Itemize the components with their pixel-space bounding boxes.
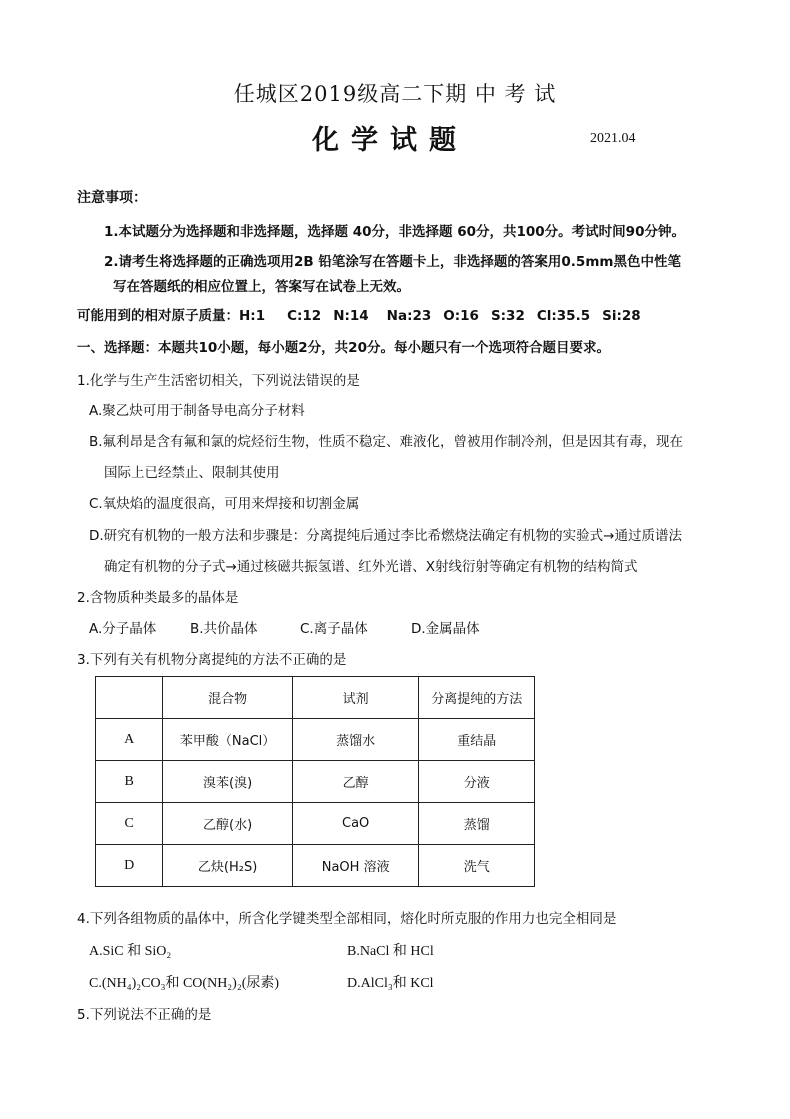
table-header-cell: 试剂 (292, 677, 419, 719)
notice-heading: 注意事项： (77, 190, 147, 206)
q1-stem: 1.化学与生产生活密切相关，下列说法错误的是 (77, 373, 360, 389)
q2-option-a: A.分子晶体 (89, 621, 157, 637)
q2-option-c: C.离子晶体 (300, 621, 368, 637)
table-cell: 溴苯(溴) (163, 761, 293, 803)
atomic-mass-si: Si:28 (602, 308, 641, 324)
notice-item-2-line2: 写在答题纸的相应位置上，答案写在试卷上无效。 (113, 279, 410, 295)
subject-title: 化学试题 (312, 125, 468, 156)
exam-title: 任城区2019级高二下期 中 考 试 (233, 82, 557, 106)
table-cell: 乙醇(水) (163, 803, 293, 845)
table-header-row (96, 677, 535, 719)
atomic-mass-cl: Cl:35.5 (536, 308, 591, 324)
q1-option-a: A.聚乙炔可用于制备导电高分子材料 (89, 403, 305, 419)
q1-option-d-line1: D.研究有机物的一般方法和步骤是：分离提纯后通过李比希燃烧法确定有机物的实验式→通过质谱法 (89, 528, 682, 544)
table-cell: 分液 (419, 761, 535, 803)
q2-option-b: B.共价晶体 (190, 621, 258, 637)
q1-option-b-line1: B.氟利昂是含有氟和氯的烷烃衍生物，性质不稳定、难液化，曾被用作制冷剂，但是因其有毒，现在 (89, 434, 684, 450)
q4-option-a: A.SiC 和 SiO₂ (89, 944, 172, 959)
q4-option-c: C.(NH₄)₂CO₃和 CO(NH₂)₂(尿素) (89, 976, 280, 991)
q4-option-b: B.NaCl 和 HCl (347, 944, 434, 959)
table-header-cell: 混合物 (163, 677, 293, 719)
atomic-mass-label: 可能用到的相对原子质量： (77, 308, 239, 324)
table-cell: CaO (292, 803, 419, 845)
notice-item-2-line1: 2.请考生将选择题的正确选项用2B 铅笔涂写在答题卡上，非选择题的答案用0.5mm黑色中性笔 (104, 254, 681, 270)
table-row (96, 845, 535, 887)
q2-stem: 2.含物质种类最多的晶体是 (77, 590, 239, 606)
atomic-mass-s: S:32 (490, 308, 525, 324)
notice-item-1: 1.本试题分为选择题和非选择题，选择题 40分，非选择题 60分，共100分。考试时间90分钟。 (104, 224, 685, 240)
table-cell: 乙醇 (292, 761, 419, 803)
table-cell: B (96, 761, 163, 803)
q1-option-b-line2: 国际上已经禁止、限制其使用 (104, 465, 280, 481)
q1-option-d-line2: 确定有机物的分子式→通过核磁共振氢谱、红外光谱、X射线衍射等确定有机物的结构简式 (104, 559, 638, 575)
q2-option-d: D.金属晶体 (411, 621, 480, 637)
table-header-cell (96, 677, 163, 719)
table-cell: 乙炔(H₂S) (163, 845, 293, 887)
exam-date: 2021.04 (590, 131, 636, 146)
table-cell: 蒸馏水 (292, 719, 419, 761)
table-header-cell: 分离提纯的方法 (419, 677, 535, 719)
table-row (96, 761, 535, 803)
q5-stem: 5.下列说法不正确的是 (77, 1007, 212, 1023)
section-1-heading: 一、选择题：本题共10小题，每小题2分，共20分。每小题只有一个选项符合题目要求。 (77, 340, 610, 356)
q3-table (95, 676, 535, 887)
atomic-mass-h: H:1 (239, 308, 266, 324)
q3-stem: 3.下列有关有机物分离提纯的方法不正确的是 (77, 652, 347, 668)
table-cell: NaOH 溶液 (292, 845, 419, 887)
table-cell: C (96, 803, 163, 845)
table-cell: 洗气 (419, 845, 535, 887)
table-row (96, 803, 535, 845)
q1-option-c: C.氧炔焰的温度很高，可用来焊接和切割金属 (89, 496, 360, 512)
atomic-mass-n: N:14 (333, 308, 369, 324)
atomic-mass-o: O:16 (443, 308, 479, 324)
table-cell: 重结晶 (419, 719, 535, 761)
table-cell: A (96, 719, 163, 761)
q4-option-d: D.AlCl₃和 KCl (347, 976, 434, 991)
q4-stem: 4.下列各组物质的晶体中，所含化学键类型全部相同，熔化时所克服的作用力也完全相同是 (77, 911, 617, 927)
table-row (96, 719, 535, 761)
atomic-mass-line (77, 304, 641, 324)
table-cell: 蒸馏 (419, 803, 535, 845)
atomic-mass-c: C:12 (287, 308, 322, 324)
table-cell: D (96, 845, 163, 887)
table-cell: 苯甲酸（NaCl） (163, 719, 293, 761)
atomic-mass-na: Na:23 (386, 308, 432, 324)
